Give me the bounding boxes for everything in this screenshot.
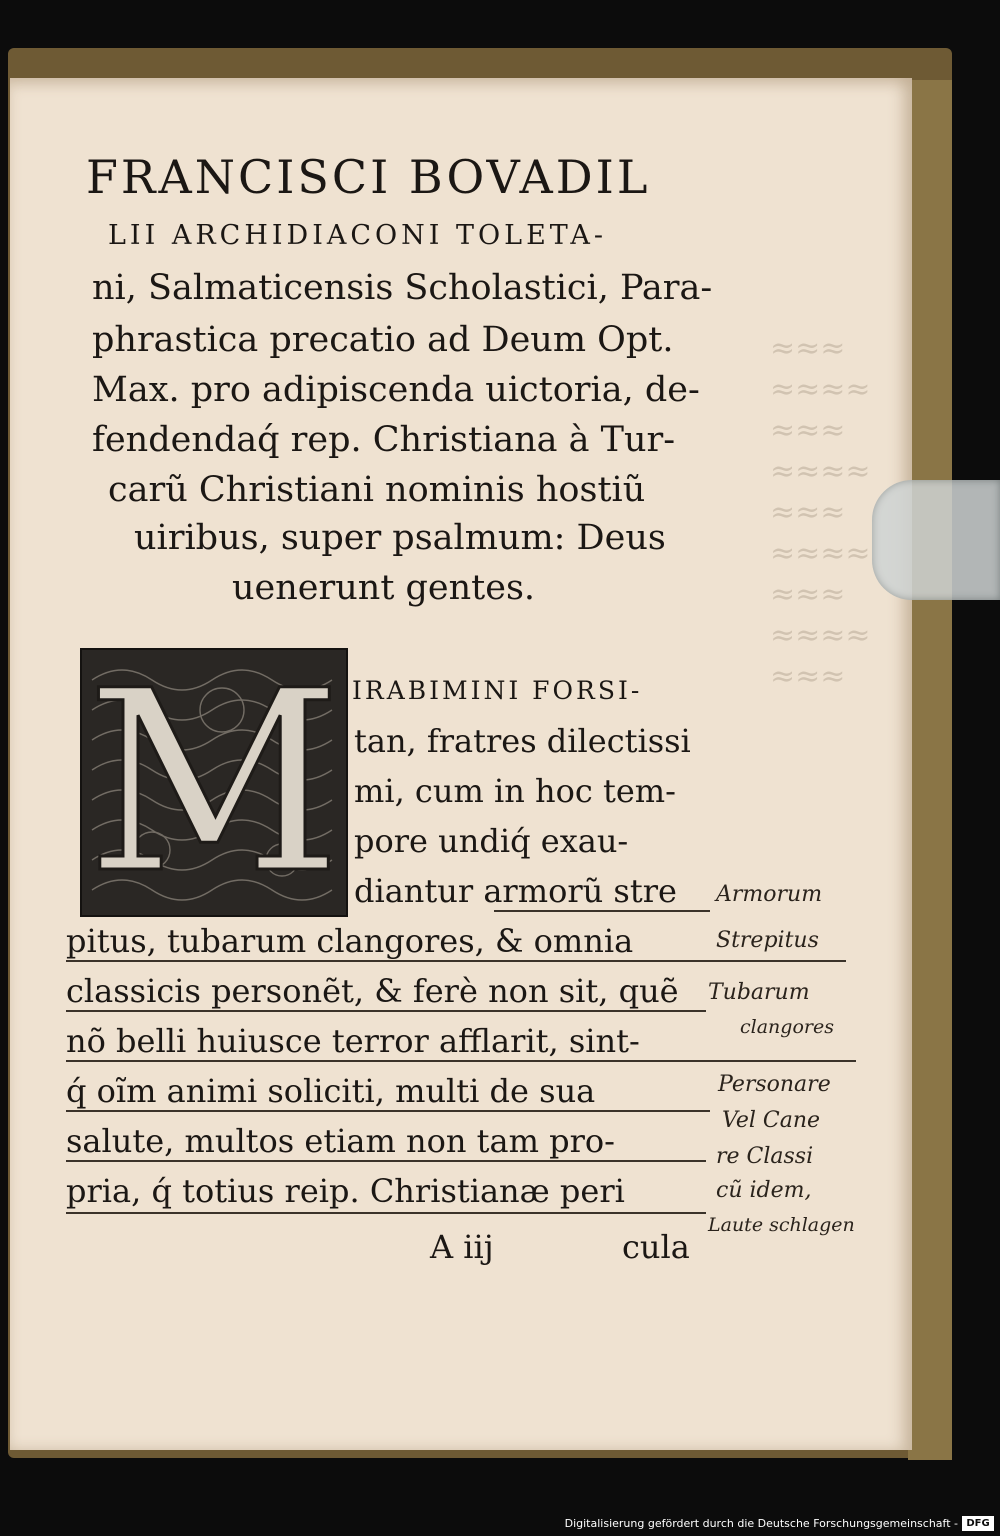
title-line: ni, Salmaticensis Scholastici, Para- (92, 268, 713, 308)
marginal-note: Tubarum (708, 980, 810, 1005)
text-line: nõ belli huiusce terror afflarit, sint- (66, 1022, 640, 1060)
marginal-note: Personare (718, 1072, 831, 1097)
title-line: phrastica precatio ad Deum Opt. (92, 320, 674, 360)
text-line: mi, cum in hoc tem- (354, 772, 676, 810)
binding-edge (908, 80, 952, 1460)
text-line: salute, multos etiam non tam pro- (66, 1122, 615, 1160)
initial-letter: M (86, 648, 342, 917)
text-line: diantur armorũ stre (354, 872, 677, 910)
title-line: Max. pro adipiscenda uictoria, de- (92, 370, 700, 410)
signature-mark: A iij (430, 1228, 494, 1266)
marginal-note: clangores (740, 1016, 834, 1038)
ink-underline (66, 1010, 706, 1012)
woodcut-initial (80, 648, 348, 917)
digitization-footer (0, 1512, 1000, 1536)
marginal-note: Strepitus (716, 928, 819, 953)
footer-credit: Digitalisierung gefördert durch die Deutsche Forschungsgemeinschaft - (564, 1517, 958, 1530)
title-line-2: LII ARCHIDIACONI TOLETA- (108, 220, 607, 251)
ink-underline (66, 960, 846, 962)
ink-underline (66, 1212, 706, 1214)
dfg-logo: DFG (962, 1516, 994, 1531)
ink-underline (66, 1160, 706, 1162)
text-line: classicis personẽt, & ferè non sit, quẽ (66, 972, 679, 1010)
marginal-note: cũ idem, (716, 1178, 812, 1203)
ink-underline (66, 1110, 710, 1112)
catchword: cula (622, 1228, 690, 1266)
marginal-note: Vel Cane (722, 1108, 821, 1133)
ink-underline (494, 910, 710, 912)
text-line: IRABIMINI FORSI- (352, 676, 643, 705)
page-marker-tab (872, 480, 1000, 600)
text-line: pria, q́ totius reip. Christianæ peri (66, 1172, 625, 1210)
text-line: q́ oĩm animi soliciti, multi de sua (66, 1072, 596, 1110)
title-line: carũ Christiani nominis hostiũ (108, 470, 646, 510)
marginal-note: re Classi (716, 1144, 814, 1169)
title-line: uenerunt gentes. (232, 568, 536, 608)
text-line: pore undiq́ exau- (354, 822, 629, 860)
text-line: tan, fratres dilectissi (354, 722, 691, 760)
marginal-note: Laute schlagen (708, 1214, 855, 1236)
show-through-text: ≈≈≈ ≈≈≈≈ ≈≈≈ ≈≈≈≈ ≈≈≈ ≈≈≈≈ ≈≈≈ ≈≈≈≈ ≈≈≈ (770, 331, 871, 694)
text-line: pitus, tubarum clangores, & omnia (66, 922, 634, 960)
title-line: fendendaq́ rep. Christiana à Tur- (92, 420, 676, 460)
title-line: uiribus, super psalmum: Deus (134, 518, 666, 558)
marginal-note: Armorum (716, 882, 823, 907)
ink-underline (66, 1060, 856, 1062)
title-line-1: FRANCISCI BOVADIL (86, 150, 651, 204)
